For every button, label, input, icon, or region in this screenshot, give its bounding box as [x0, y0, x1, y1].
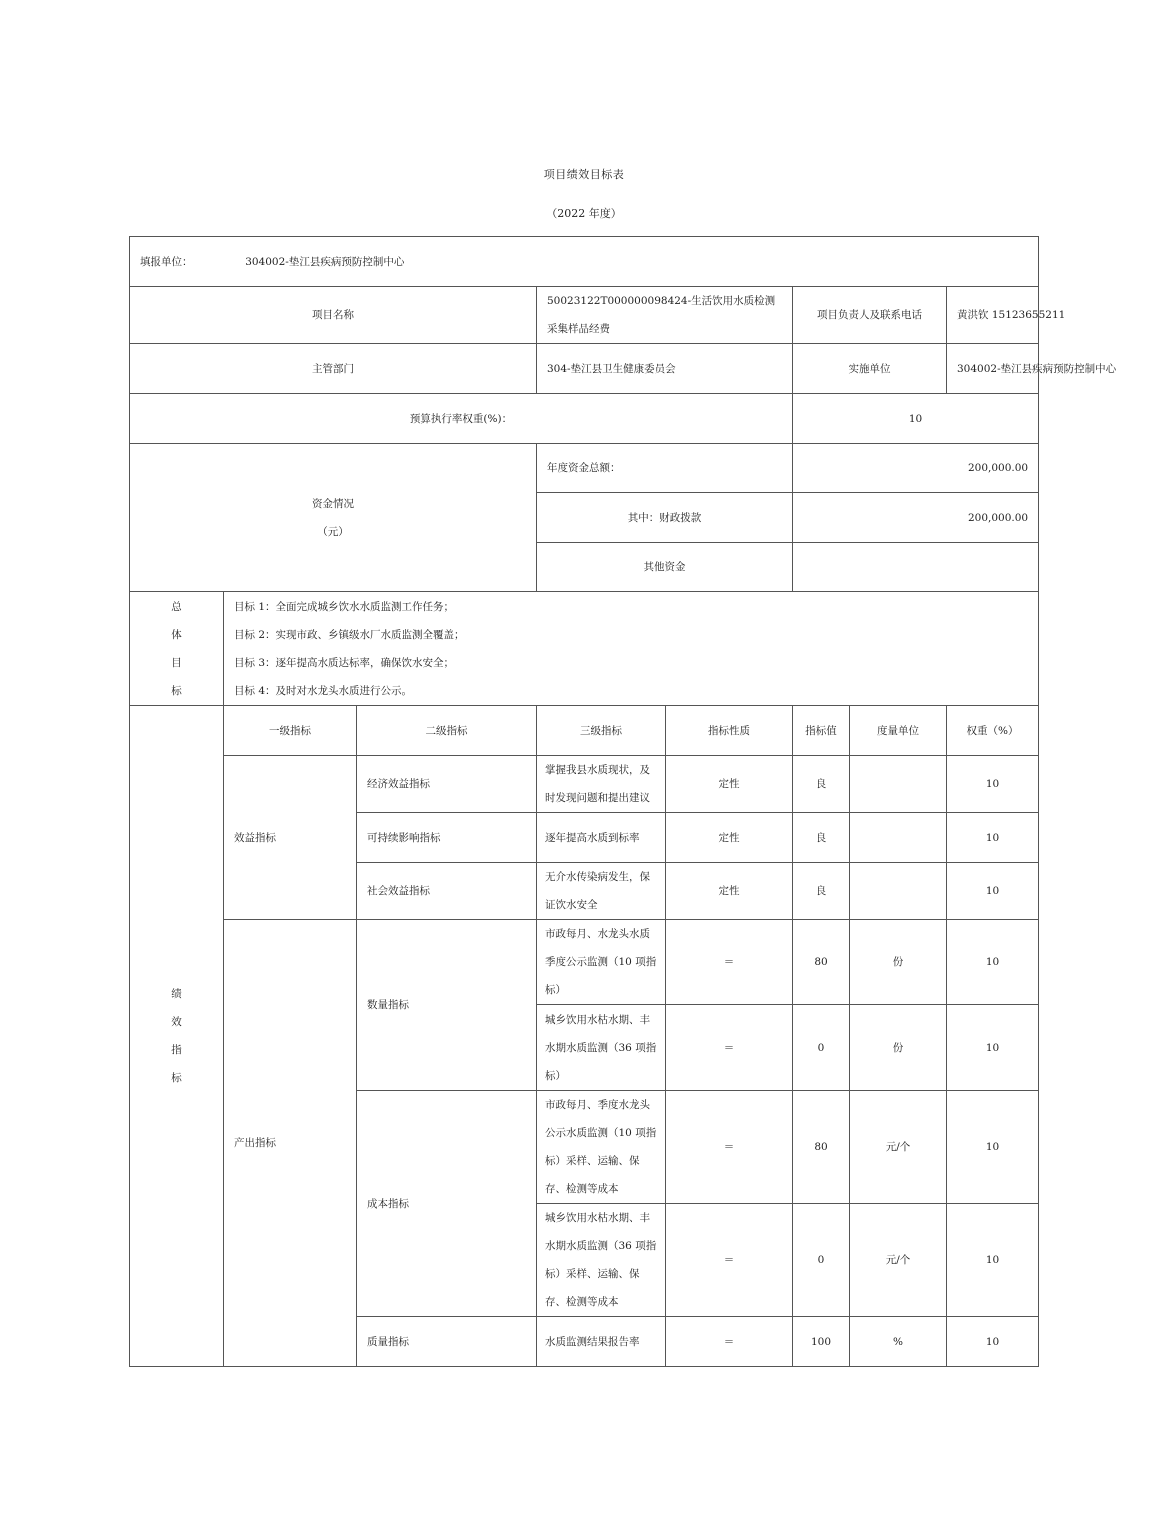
funds-total-row	[130, 444, 1039, 493]
value-cell: 良	[793, 863, 850, 920]
level3-cell: 掌握我县水质现状，及时发现问题和提出建议	[537, 756, 666, 813]
unit-cell	[850, 756, 947, 813]
goals-label	[130, 592, 224, 706]
nature-cell: ＝	[666, 1091, 793, 1204]
document-title: 项目绩效目标表	[543, 168, 625, 181]
nature-cell: 定性	[666, 813, 793, 863]
header-value: 指标值	[793, 706, 850, 756]
weight-cell: 10	[947, 756, 1039, 813]
value-cell: 良	[793, 756, 850, 813]
table-row	[130, 756, 1039, 813]
weight-cell: 10	[947, 1005, 1039, 1091]
weight-cell: 10	[947, 1317, 1039, 1367]
value-cell: 0	[793, 1005, 850, 1091]
perf-label-char: 绩	[171, 988, 182, 1000]
goals-label-char: 标	[171, 684, 182, 697]
goals-label-char: 目	[171, 656, 182, 669]
perf-label-char: 效	[171, 1016, 182, 1028]
weight-cell: 10	[947, 1204, 1039, 1317]
value-cell: 良	[793, 813, 850, 863]
unit-cell: 份	[850, 920, 947, 1005]
funds-total-value: 200,000.00	[793, 444, 1039, 493]
dept-value: 304-垫江县卫生健康委员会	[537, 344, 793, 394]
goals-label-char: 体	[171, 628, 182, 641]
goal-item: 目标 3：逐年提高水质达标率，确保饮水安全；	[234, 656, 455, 669]
project-name-value: 50023122T000000098424-生活饮用水质检测采集样品经费	[537, 287, 793, 344]
output-level1: 产出指标	[224, 920, 357, 1367]
unit-cell: 元/个	[850, 1091, 947, 1204]
level3-cell: 市政每月、水龙头水质季度公示监测（10 项指标）	[537, 920, 666, 1005]
value-cell: 0	[793, 1204, 850, 1317]
value-cell: 80	[793, 1091, 850, 1204]
quality-level2: 质量指标	[357, 1317, 537, 1367]
project-row	[130, 287, 1039, 344]
budget-weight-value: 10	[793, 394, 1039, 444]
unit-value: 304002-垫江县疾病预防控制中心	[245, 255, 405, 268]
level2-cell: 社会效益指标	[357, 863, 537, 920]
weight-cell: 10	[947, 813, 1039, 863]
leader-label: 项目负责人及联系电话	[793, 287, 947, 344]
goals-content	[224, 592, 1039, 706]
unit-row	[130, 237, 1039, 287]
header-weight: 权重（%）	[947, 706, 1039, 756]
benefit-level1: 效益指标	[224, 756, 357, 920]
goals-label-char: 总	[171, 600, 182, 613]
funds-label	[130, 444, 537, 592]
level2-cell: 可持续影响指标	[357, 813, 537, 863]
level3-cell: 无介水传染病发生，保证饮水安全	[537, 863, 666, 920]
goal-item: 目标 4：及时对水龙头水质进行公示。	[234, 684, 413, 697]
nature-cell: 定性	[666, 863, 793, 920]
impl-label: 实施单位	[793, 344, 947, 394]
perf-header-row	[130, 706, 1039, 756]
perf-label	[130, 706, 224, 1367]
unit-cell: 元/个	[850, 1204, 947, 1317]
funds-other-label: 其他资金	[537, 543, 793, 592]
funds-other-value	[793, 543, 1039, 592]
goal-item: 目标 1：全面完成城乡饮水水质监测工作任务；	[234, 600, 455, 613]
nature-cell: ＝	[666, 1317, 793, 1367]
funds-fiscal-value: 200,000.00	[793, 493, 1039, 543]
goals-row	[130, 592, 1039, 706]
funds-fiscal-label: 其中：财政拨款	[537, 493, 793, 543]
budget-weight-label: 预算执行率权重(%)：	[130, 394, 793, 444]
value-cell: 100	[793, 1317, 850, 1367]
table-row	[130, 920, 1039, 1005]
header-level1: 一级指标	[224, 706, 357, 756]
dept-row	[130, 344, 1039, 394]
cost-level2: 成本指标	[357, 1091, 537, 1317]
budget-weight-row	[130, 394, 1039, 444]
dept-label: 主管部门	[130, 344, 537, 394]
level3-cell: 市政每月、季度水龙头公示水质监测（10 项指标）采样、运输、保存、检测等成本	[537, 1091, 666, 1204]
nature-cell: 定性	[666, 756, 793, 813]
perf-label-char: 指	[171, 1044, 182, 1056]
level3-cell: 逐年提高水质到标率	[537, 813, 666, 863]
performance-table	[129, 236, 1117, 1367]
level3-cell: 城乡饮用水枯水期、丰水期水质监测（36 项指标）	[537, 1005, 666, 1091]
funds-label-line1: 资金情况	[312, 497, 354, 510]
level2-cell: 经济效益指标	[357, 756, 537, 813]
document-year: （2022 年度）	[546, 207, 622, 220]
goal-item: 目标 2：实现市政、乡镇级水厂水质监测全覆盖；	[234, 628, 465, 641]
perf-label-char: 标	[171, 1072, 182, 1084]
unit-cell	[850, 863, 947, 920]
header-level2: 二级指标	[357, 706, 537, 756]
quantity-level2: 数量指标	[357, 920, 537, 1091]
unit-label: 填报单位：	[140, 255, 193, 268]
value-cell: 80	[793, 920, 850, 1005]
nature-cell: ＝	[666, 1204, 793, 1317]
weight-cell: 10	[947, 863, 1039, 920]
level3-cell: 水质监测结果报告率	[537, 1317, 666, 1367]
leader-value: 黄洪钦 15123655211	[947, 287, 1039, 344]
header-nature: 指标性质	[666, 706, 793, 756]
unit-cell: %	[850, 1317, 947, 1367]
header-level3: 三级指标	[537, 706, 666, 756]
project-name-label: 项目名称	[130, 287, 537, 344]
nature-cell: ＝	[666, 1005, 793, 1091]
level3-cell: 城乡饮用水枯水期、丰水期水质监测（36 项指标）采样、运输、保存、检测等成本	[537, 1204, 666, 1317]
funds-total-label: 年度资金总额：	[537, 444, 793, 493]
weight-cell: 10	[947, 920, 1039, 1005]
unit-cell	[850, 813, 947, 863]
funds-label-line2: （元）	[317, 525, 349, 538]
unit-cell: 份	[850, 1005, 947, 1091]
unit-cell	[130, 237, 1039, 287]
weight-cell: 10	[947, 1091, 1039, 1204]
impl-value: 304002-垫江县疾病预防控制中心	[947, 344, 1039, 394]
nature-cell: ＝	[666, 920, 793, 1005]
header-unit: 度量单位	[850, 706, 947, 756]
